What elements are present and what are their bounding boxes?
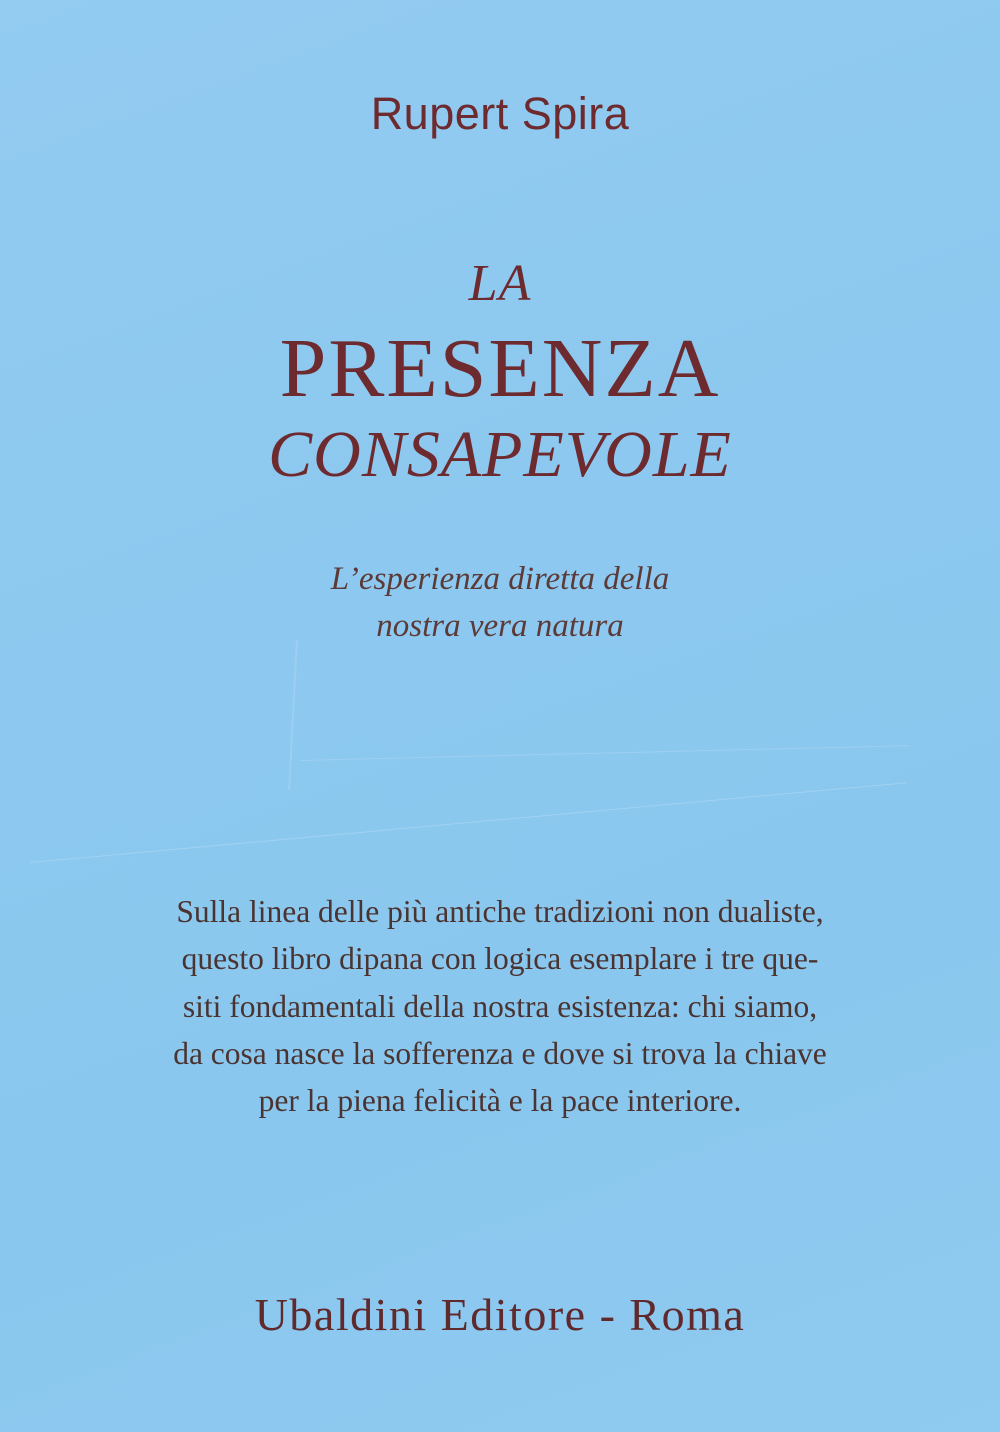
title-block: [0, 255, 1000, 491]
blurb-line: siti fondamentali della nostra esistenza: chi siamo,: [182, 988, 818, 1024]
author-name: Rupert Spira: [370, 88, 630, 139]
subtitle-line-2: nostra vera natura: [376, 607, 624, 644]
blurb-line: questo libro dipana con logica esemplare i tre que-: [181, 941, 819, 977]
title-secondary: CONSAPEVOLE: [268, 417, 732, 491]
page-title: PRESENZA: [279, 322, 721, 415]
blurb-text: [104, 888, 896, 1124]
subtitle-line-1: L’esperienza diretta della: [330, 561, 670, 597]
publisher-name: Ubaldini Editore - Roma: [254, 1289, 746, 1340]
paper-crease-icon: [30, 782, 906, 863]
blurb-line: Sulla linea delle più antiche tradizioni non dualiste,: [176, 894, 824, 929]
subtitle: [0, 556, 1000, 650]
paper-crease-icon: [300, 745, 910, 761]
paper-crease-icon: [288, 640, 298, 790]
blurb-line: da cosa nasce la sofferenza e dove si trova la chiave: [173, 1035, 827, 1071]
title-article: LA: [468, 255, 532, 312]
blurb-line: per la piena felicità e la pace interiore.: [258, 1083, 742, 1118]
